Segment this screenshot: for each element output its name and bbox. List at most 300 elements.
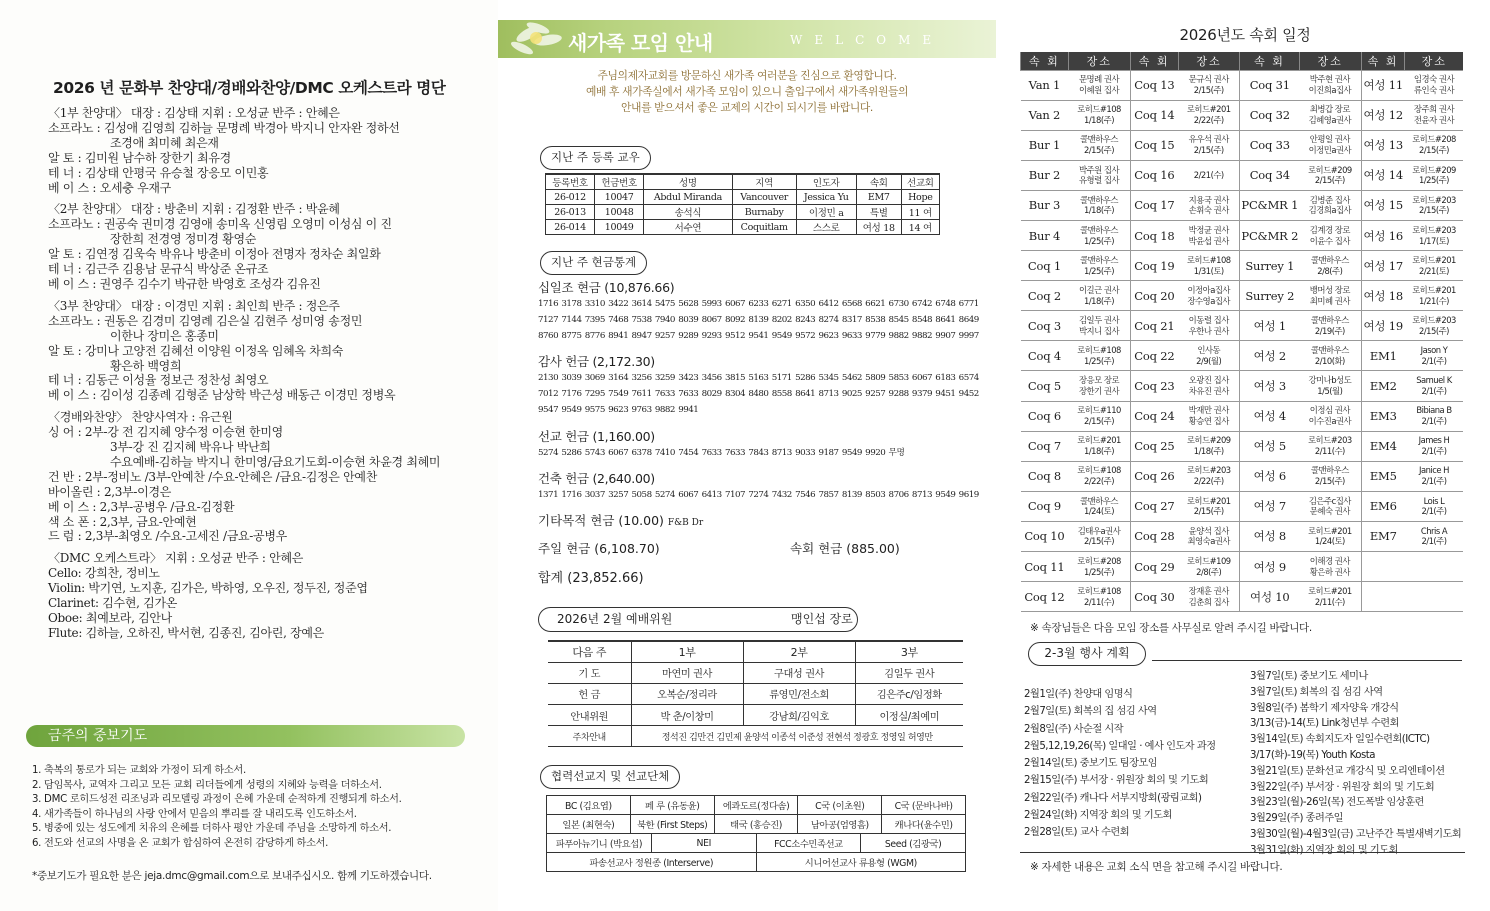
event-item: 2월7일(토) 회복의 집 섬김 사역 xyxy=(1024,706,1157,718)
cell-place xyxy=(1299,251,1361,281)
cell-place xyxy=(1178,70,1240,100)
orchestra-line: Violin: 박기연, 노지훈, 김가은, 박하영, 오우진, 정두진, 정준엽 xyxy=(48,581,368,596)
registration-cell: Vancouver xyxy=(732,190,796,205)
cell-group-name: Coq 11 xyxy=(1021,552,1069,582)
events-march xyxy=(1250,669,1485,859)
cell-place-line: 로히드#201 xyxy=(1307,585,1352,596)
cell-group-name: 여성 19 xyxy=(1361,311,1405,341)
mission-cell: 태국 (홍승진) xyxy=(714,815,798,834)
cell-group-name: 여성 2 xyxy=(1240,341,1299,371)
choir3-line: 테 너 : 김동근 이성율 정보근 정찬성 최영오 xyxy=(48,373,269,388)
usher-header: 2부 xyxy=(743,641,855,662)
schedule-header: 장소 xyxy=(1299,52,1361,70)
cell-place-line: 최병갑 장로 xyxy=(1309,104,1350,115)
usher-cell: 류영민/전소희 xyxy=(743,683,855,704)
cell-place xyxy=(1068,582,1130,612)
cell-group-name: Coq 1 xyxy=(1021,251,1069,281)
cell-place xyxy=(1178,251,1240,281)
cell-group-name xyxy=(1361,582,1405,612)
cell-place-line: 2/15(주) xyxy=(1314,175,1345,186)
cell-place-line: 2/1(주) xyxy=(1421,416,1447,427)
welcome-text: WELCOME xyxy=(790,33,944,47)
table-row xyxy=(1021,160,1464,190)
cell-place-line: 로히드#201 xyxy=(1186,495,1231,506)
table-row xyxy=(1021,371,1464,401)
usher-title-pill xyxy=(538,607,858,632)
cell-place xyxy=(1068,70,1130,100)
cell-group-name xyxy=(1361,552,1405,582)
mission-cell: 파송선교사 정원종 (Interserve) xyxy=(547,853,757,872)
cell-place-line: 장재훈 권사 xyxy=(1188,585,1229,596)
choir3-line: 베 이 스 : 김이성 김종례 김형준 남상학 박근성 배동근 이경민 정병옥 xyxy=(48,388,396,403)
cell-place xyxy=(1068,521,1130,551)
cell-place-line: 2/1(주) xyxy=(1421,355,1447,366)
schedule-header: 속 회 xyxy=(1130,52,1178,70)
table-row xyxy=(546,190,940,205)
registration-cell: 서수연 xyxy=(644,220,733,235)
cell-place-line: 뱅머성 장로 xyxy=(1309,284,1350,295)
registration-cell: 여성 18 xyxy=(856,220,901,235)
cell-group-name: Coq 24 xyxy=(1130,401,1178,431)
usher-header-row xyxy=(548,641,963,662)
usher-cell: 박 춘/이창미 xyxy=(631,705,743,726)
cell-group-name: 여성 18 xyxy=(1361,281,1405,311)
event-item: 3월29일(주) 종려주일 xyxy=(1250,813,1344,825)
cell-place-line: 김태우a권사 xyxy=(1077,525,1121,536)
cell-place-line: 2/15(주) xyxy=(1084,145,1114,156)
choir3-block xyxy=(48,299,488,403)
newcomer-intro-line: 안내를 받으셔서 좋은 교제의 시간이 되시기를 바랍니다. xyxy=(621,101,873,114)
praise-line: 〈경배와찬양〉 찬양사역자 : 유근원 xyxy=(48,410,233,425)
praise-team-block xyxy=(48,410,488,544)
mission-cell: 일본 (최현숙) xyxy=(547,815,631,834)
cell-place xyxy=(1405,160,1463,190)
cell-place xyxy=(1178,552,1240,582)
cell-place xyxy=(1405,341,1463,371)
mission-cell: 파푸아뉴기니 (박요섭) xyxy=(547,834,652,853)
praise-line: 3부-강 진 김지혜 박유나 박난희 xyxy=(110,440,271,455)
cell-group-name: 여성 10 xyxy=(1240,582,1299,612)
cell-group-name: 여성 11 xyxy=(1361,70,1405,100)
table-row xyxy=(1021,220,1464,250)
newcomer-banner xyxy=(498,20,996,58)
cell-place-line: 로히드#201 xyxy=(1307,525,1352,536)
newcomer-intro xyxy=(498,68,996,116)
registration-cell: EM7 xyxy=(856,190,901,205)
cell-place-line: 1/25(주) xyxy=(1419,175,1449,186)
cell-place xyxy=(1299,521,1361,551)
offering-total: 합계 (23,852.66) xyxy=(538,571,644,586)
cell-group-name: Bur 2 xyxy=(1021,160,1069,190)
registration-cell: 10049 xyxy=(595,220,644,235)
cell-place xyxy=(1178,582,1240,612)
choir2-line: 베 이 스 : 권영주 김수기 박규한 박영호 조성각 김유진 xyxy=(48,276,321,291)
prayer-item: 1. 축복의 통로가 되는 교회와 가정이 되게 하소서. xyxy=(32,765,246,776)
choir3-line: 알 토 : 강미나 고양전 김혜선 이양원 이정옥 임혜옥 차희숙 xyxy=(48,343,344,358)
cell-place-line: 최영숙a권사 xyxy=(1187,536,1231,547)
cell-place-line: 로히드#201 xyxy=(1077,435,1121,446)
usher-header: 1부 xyxy=(631,641,743,662)
event-item: 2월14일(토) 중보기도 팀장모임 xyxy=(1024,758,1158,770)
cell-group-name: Van 1 xyxy=(1021,70,1069,100)
cell-place xyxy=(1405,70,1463,100)
cell-place xyxy=(1405,431,1463,461)
cell-place xyxy=(1178,371,1240,401)
event-item: 2월24일(화) 지역장 회의 및 기도회 xyxy=(1024,810,1172,822)
mission-cell: 캐나다(윤수민) xyxy=(882,815,966,834)
cell-place-line: 2/15(주) xyxy=(1314,476,1345,487)
cell-place-line: 1/18(주) xyxy=(1193,446,1224,457)
cell-group-name: Coq 2 xyxy=(1021,281,1069,311)
usher-cell: 기 도 xyxy=(548,662,631,683)
offering-title: 지난 주 현금통계 xyxy=(540,251,647,275)
usher-table xyxy=(548,640,963,747)
cell-place-line: 김혜영a권사 xyxy=(1308,115,1352,126)
cell-place-line: 1/18(주) xyxy=(1084,205,1114,216)
cell-group-name: Coq 29 xyxy=(1130,552,1178,582)
schedule-header: 장소 xyxy=(1178,52,1240,70)
praise-line: 수요예배-김하늘 박지니 한미영/금요기도회-이승현 차윤경 최혜미 xyxy=(110,454,441,469)
cell-group-name: Coq 32 xyxy=(1240,100,1299,130)
cell-place-line: 김경희a집사 xyxy=(1308,205,1352,216)
cell-place-line: 로히드#209 xyxy=(1186,435,1231,446)
mission-cell: NEI xyxy=(651,834,756,853)
thanks-heading: 감사 헌금 (2,172.30) xyxy=(538,354,655,369)
cell-place xyxy=(1299,431,1361,461)
cell-place xyxy=(1405,461,1463,491)
table-row xyxy=(547,815,966,834)
mission-cell: BC (김요엽) xyxy=(547,796,631,815)
cell-place-line: 로히드#203 xyxy=(1412,224,1456,235)
cell-place-line: 2/19(주) xyxy=(1314,325,1345,336)
cell-group-name: Coq 10 xyxy=(1021,521,1069,551)
events-footer: ※ 자세한 내용은 교회 소식 면을 참고해 주시길 바랍니다. xyxy=(1030,861,1283,873)
choir2-line: 알 토 : 김연정 김욱숙 박유나 방춘비 이정아 전명자 정차순 최일화 xyxy=(48,247,381,262)
cell-place xyxy=(1178,431,1240,461)
table-row xyxy=(1021,70,1464,100)
cell-place-line: 로히드#208 xyxy=(1077,555,1121,566)
cell-place-line: 로히드#203 xyxy=(1412,315,1456,325)
mission-numbers: 5274 5286 5743 6067 6378 7410 7454 7633 7633 7843 8713 9033 9187 9549 9920 무명 xyxy=(538,448,905,458)
cell-place xyxy=(1178,521,1240,551)
cell-place xyxy=(1299,220,1361,250)
cell-place-line: 박윤섭 권사 xyxy=(1188,235,1229,246)
cell-place-line: 로히드#203 xyxy=(1412,194,1456,205)
newcomer-intro-line: 예배 후 새가족실에서 새가족 모임이 있으니 출입구에서 새가족위원들의 xyxy=(585,85,909,98)
cell-place-line: 콜맨하우스 xyxy=(1080,495,1118,506)
cell-group-name: EM5 xyxy=(1361,461,1405,491)
choir-roster-body xyxy=(48,106,488,648)
event-item: 2월8일(주) 사순절 시작 xyxy=(1024,723,1124,735)
cell-group-name: Coq 25 xyxy=(1130,431,1178,461)
registration-header: 지역 xyxy=(732,174,796,190)
cell-place xyxy=(1299,371,1361,401)
registration-cell: 11 여 xyxy=(901,205,939,220)
event-item: 3월7일(토) 중보기도 세미나 xyxy=(1250,671,1368,682)
cell-place-line: 2/15(주) xyxy=(1419,145,1449,156)
registration-cell: 14 여 xyxy=(901,220,939,235)
table-row xyxy=(547,853,966,872)
cell-place-line: 김병준 집사 xyxy=(1309,194,1350,205)
cell-place-line: 2/15(주) xyxy=(1193,506,1224,517)
registration-cell: Jessica Yu xyxy=(796,190,856,205)
cell-place xyxy=(1299,160,1361,190)
cell-place-line: 2/10(화) xyxy=(1314,355,1345,366)
cell-place-line: 2/9(월) xyxy=(1196,355,1222,366)
cell-group-name: 여성 3 xyxy=(1240,371,1299,401)
choir1-block xyxy=(48,106,488,195)
cell-group-name: Bur 3 xyxy=(1021,190,1069,220)
event-item: 3월7일(토) 회복의 집 섬김 사역 xyxy=(1250,686,1383,698)
cell-place xyxy=(1405,311,1463,341)
choir3-line: 〈3부 찬양대〉 대장 : 이경민 지휘 : 최인희 반주 : 정은주 xyxy=(48,298,340,313)
event-item: 3/13(금)-14(토) Link청년부 수련회 xyxy=(1250,718,1399,730)
cell-group-name: PC&MR 1 xyxy=(1240,190,1299,220)
cell-place-line: 1/24(토) xyxy=(1314,536,1345,547)
event-item: 2월5,12,19,26(목) 일대일 · 예사 인도자 과정 xyxy=(1024,740,1216,752)
registration-header-row xyxy=(546,174,940,190)
prayer-item: 6. 전도와 선교의 사명을 온 교회가 합심하여 온전히 감당하게 하소서. xyxy=(32,837,329,849)
cell-group-name: Coq 18 xyxy=(1130,220,1178,250)
registration-table xyxy=(545,173,940,235)
table-row xyxy=(1021,552,1464,582)
cell-place-line: 2/1(주) xyxy=(1421,536,1447,547)
registration-cell: 특별 xyxy=(856,205,901,220)
registration-cell: Burnaby xyxy=(732,205,796,220)
cell-group-name: Coq 26 xyxy=(1130,461,1178,491)
cell-place-line: 로히드#201 xyxy=(1186,104,1231,115)
registration-cell: 스스로 xyxy=(796,220,856,235)
cell-place-line: 이진희a집사 xyxy=(1308,85,1352,96)
schedule-header: 장소 xyxy=(1068,52,1130,70)
cell-place-line: 로히드#203 xyxy=(1186,465,1231,476)
schedule-header-row xyxy=(1021,52,1464,70)
table-row xyxy=(548,662,963,683)
table-row xyxy=(546,205,940,220)
cell-group-name: Coq 7 xyxy=(1021,431,1069,461)
cell-place-line: 2/15(주) xyxy=(1193,145,1224,156)
events-february xyxy=(1024,686,1260,842)
cell-place xyxy=(1299,100,1361,130)
cell-place-line: 임경숙 권사 xyxy=(1413,74,1455,85)
schedule-panel xyxy=(1000,0,1490,911)
usher-cell: 안내위원 xyxy=(548,705,631,726)
cell-place-line: 김춘희 집사 xyxy=(1188,596,1229,607)
newcomer-banner-title: 새가족 모임 안내 xyxy=(568,31,713,55)
cell-place xyxy=(1405,100,1463,130)
table-row xyxy=(546,220,940,235)
newcomer-intro-line: 주님의제자교회를 방문하신 새가족 여러분을 진심으로 환영합니다. xyxy=(597,69,897,82)
prayer-list xyxy=(32,764,482,851)
cell-group-name: Surrey 1 xyxy=(1240,251,1299,281)
cell-place-line: Samuel K xyxy=(1416,375,1452,386)
cell-group-name: Coq 19 xyxy=(1130,251,1178,281)
cell-group-name: Coq 31 xyxy=(1240,70,1299,100)
events-bottom-rule xyxy=(1020,852,1465,853)
cell-place-line: 손휘숙 권사 xyxy=(1188,205,1229,216)
missions-title: 협력선교지 및 선교단체 xyxy=(540,765,680,789)
thanks-numbers: 2130 3039 3069 3164 3256 3259 3423 3456 3815 5163 5171 5286 5345 5462 5809 5853 6067 6183 6574 7012 7176 7295 7549 7611 7633 7633 8029 8304 8480 8558 8641 8713 9025 9257 9288 9379 9451 9452 9547 9549 9575 9623 9763 9882 9941 xyxy=(538,373,979,415)
usher-cell: 정석진 김만건 김민제 윤양석 이종석 이준성 전현석 정광호 정영일 허영만 xyxy=(631,726,963,747)
cell-group-name: 여성 14 xyxy=(1361,160,1405,190)
usher-cell: 김일두 권사 xyxy=(855,662,963,683)
cell-group-name: EM2 xyxy=(1361,371,1405,401)
cell-place-line: 박정균 권사 xyxy=(1188,224,1229,235)
cell-place xyxy=(1299,461,1361,491)
cell-place-line: 콜맨하우스 xyxy=(1080,194,1118,205)
other-offering xyxy=(538,511,703,529)
event-item: 3월22일(주) 부서장 · 위원장 회의 및 기도회 xyxy=(1250,781,1435,793)
mission-cell: C국 (이초원) xyxy=(798,796,882,815)
event-item: 2월28일(토) 교사 수련회 xyxy=(1024,827,1130,839)
mission-cell: FCC소수민족선교 xyxy=(756,834,861,853)
flower-icon xyxy=(508,20,574,58)
cell-place-line: 1/25(주) xyxy=(1084,265,1114,276)
event-item: 2월15일(주) 부서장 · 위원장 회의 및 기도회 xyxy=(1024,775,1209,787)
cell-place-line: 콜맨하우스 xyxy=(1080,254,1118,265)
cell-group-name: 여성 4 xyxy=(1240,401,1299,431)
cell-place xyxy=(1299,311,1361,341)
cell-place-line: 이해경 권사 xyxy=(1309,555,1350,566)
choir3-line: 황은하 백영희 xyxy=(110,358,182,373)
cell-place-line: 1/24(토) xyxy=(1084,506,1114,517)
missions-table xyxy=(546,795,966,872)
cell-place-line: 이동렬 집사 xyxy=(1188,315,1229,325)
cell-place-line: 1/5(월) xyxy=(1317,385,1343,396)
cell-place-line: 이정민a권사 xyxy=(1308,145,1352,156)
weekly-offering: 주일 현금 (6,108.70) xyxy=(538,541,660,556)
cell-place xyxy=(1405,552,1463,582)
cell-place-line: 1/25(주) xyxy=(1084,235,1114,246)
table-row xyxy=(1021,582,1464,612)
cell-place-line: 유우석 권사 xyxy=(1188,134,1229,145)
mission-cell: 페 루 (유동윤) xyxy=(630,796,714,815)
schedule-header: 속 회 xyxy=(1021,52,1069,70)
cell-group-name: 여성 1 xyxy=(1240,311,1299,341)
cell-place xyxy=(1178,100,1240,130)
tithe-heading: 십일조 현금 (10,876.66) xyxy=(538,280,675,295)
registration-header: 헌금번호 xyxy=(595,174,644,190)
event-item: 3월30일(월)-4월3일(금) 고난주간 특별새벽기도회 xyxy=(1250,828,1462,840)
cell-place-line: 2/11(수) xyxy=(1084,596,1114,607)
usher-cell: 이정실/최예미 xyxy=(855,705,963,726)
cell-group-name: 여성 12 xyxy=(1361,100,1405,130)
cell-group-name: Bur 4 xyxy=(1021,220,1069,250)
events-divider xyxy=(1152,660,1462,661)
cell-group-name: Coq 14 xyxy=(1130,100,1178,130)
choir-roster-title: 2026 년 문화부 찬양대/경배와찬양/DMC 오케스트라 명단 xyxy=(53,79,446,97)
cell-place-line: 로히드#109 xyxy=(1186,555,1231,566)
cell-place xyxy=(1405,251,1463,281)
cell-place xyxy=(1068,251,1130,281)
cell-place-line: 1/18(주) xyxy=(1084,446,1114,457)
cell-place xyxy=(1299,130,1361,160)
cell-place-line: 2/22(주) xyxy=(1084,476,1114,487)
cell-place-line: 박지니 집사 xyxy=(1078,325,1120,336)
cell-group-name: 여성 8 xyxy=(1240,521,1299,551)
cell-place xyxy=(1068,552,1130,582)
cell-place-line: 로히드#209 xyxy=(1307,164,1352,175)
cell-place-line: 콜맨하우스 xyxy=(1080,134,1118,145)
cell-place-line: 1/25(주) xyxy=(1084,566,1114,577)
orchestra-line: 〈DMC 오케스트라〉 지휘 : 오성균 반주 : 안혜은 xyxy=(48,551,304,566)
cell-place xyxy=(1068,100,1130,130)
cell-place-line: 2/15(주) xyxy=(1193,85,1224,96)
choir2-line: 테 너 : 김근주 김용남 문규식 박상준 온규조 xyxy=(48,262,269,277)
cell-place-line: 2/15(주) xyxy=(1419,205,1449,216)
cell-group-name: EM7 xyxy=(1361,521,1405,551)
thanks-section xyxy=(538,352,988,418)
prayer-item: 2. 담임목사, 교역자 그리고 모든 교회 리더들에게 성령의 지혜와 능력을 더하소서. xyxy=(32,779,382,791)
cell-place-line: 2/8(주) xyxy=(1317,265,1343,276)
cell-group-name: Coq 15 xyxy=(1130,130,1178,160)
choir2-line: 〈2부 찬양대〉 대장 : 방춘비 지휘 : 김정환 반주 : 박윤혜 xyxy=(48,202,340,217)
cell-group-name: EM6 xyxy=(1361,491,1405,521)
orchestra-line: Clarinet: 김수현, 김가온 xyxy=(48,596,178,611)
cell-place xyxy=(1299,491,1361,521)
cell-place xyxy=(1405,521,1463,551)
cell-place-line: 1/31(토) xyxy=(1193,265,1224,276)
cell-place-line: 장주희 권사 xyxy=(1413,104,1455,115)
table-row xyxy=(1021,311,1464,341)
cell-place-line: 2/1(주) xyxy=(1421,446,1447,457)
mission-cell: Seed (김광국) xyxy=(861,834,966,853)
cell-place-line: 이길근 권사 xyxy=(1078,284,1120,295)
cell-group-name: Bur 1 xyxy=(1021,130,1069,160)
cell-place xyxy=(1068,401,1130,431)
cell-group-name: Coq 4 xyxy=(1021,341,1069,371)
schedule-header: 속 회 xyxy=(1240,52,1299,70)
event-item: 3월8일(주) 봄학기 제자양육 개강식 xyxy=(1250,702,1399,714)
cell-place-line: 콜맨하우스 xyxy=(1310,315,1349,325)
orchestra-line: Cello: 강희찬, 정비노 xyxy=(48,566,160,581)
cell-group-name: Coq 9 xyxy=(1021,491,1069,521)
cell-group-name: 여성 9 xyxy=(1240,552,1299,582)
mission-heading: 선교 헌금 (1,160.00) xyxy=(538,429,655,444)
cell-place xyxy=(1178,220,1240,250)
cell-place-line: 이혜원 집사 xyxy=(1078,85,1120,96)
registration-cell: 26-013 xyxy=(546,205,595,220)
cell-place-line: 장한기 권사 xyxy=(1078,385,1120,396)
cell-place xyxy=(1068,461,1130,491)
cell-place xyxy=(1178,311,1240,341)
prayer-item: 4. 새가족들이 하나님의 사랑 안에서 믿음의 뿌리를 잘 내리도록 인도하소서. xyxy=(32,808,357,820)
cell-group-name: Coq 33 xyxy=(1240,130,1299,160)
schedule-note: ※ 속장님들은 다음 모임 장소를 사무실로 알려 주시길 바랍니다. xyxy=(1030,622,1312,634)
cell-place-line: 로히드#203 xyxy=(1307,435,1352,446)
cell-place-line: 김일두 권사 xyxy=(1078,315,1120,325)
mission-cell: 남아공(엄영흠) xyxy=(798,815,882,834)
registration-header: 속회 xyxy=(856,174,901,190)
usher-cell: 오복순/정리라 xyxy=(631,683,743,704)
registration-cell: Abdul Miranda xyxy=(644,190,733,205)
cell-place-line: 2/11(수) xyxy=(1314,446,1345,457)
tithe-numbers: 1716 3178 3310 3422 3614 5475 5628 5993 6067 6233 6271 6350 6412 6568 6621 6730 6742 6748 6771 7127 7144 7395 7468 7538 7940 8039 8067 8092 8139 8202 8243 8274 8317 8538 8545 8548 8641 8649 8760 8775 8776 8941 8947 9257 9289 9293 9512 9541 9549 9572 9623 9633 9779 9882 9882 9907 9997 xyxy=(538,299,979,341)
cell-group-name: 여성 6 xyxy=(1240,461,1299,491)
orchestra-block xyxy=(48,551,488,640)
registration-cell: 10048 xyxy=(595,205,644,220)
cell-place-line: 박주원 집사 xyxy=(1078,164,1120,175)
cell-group-name: Coq 6 xyxy=(1021,401,1069,431)
choir-roster-panel xyxy=(0,0,498,911)
registration-title: 지난 주 등록 교우 xyxy=(540,146,651,170)
cell-place xyxy=(1299,190,1361,220)
orchestra-line: Flute: 김하늘, 오하진, 박서현, 김종진, 김아린, 장예은 xyxy=(48,625,324,640)
cell-place xyxy=(1178,461,1240,491)
cell-place xyxy=(1178,401,1240,431)
cell-place-line: 2/1(주) xyxy=(1421,385,1447,396)
cell-group-name: Coq 22 xyxy=(1130,341,1178,371)
